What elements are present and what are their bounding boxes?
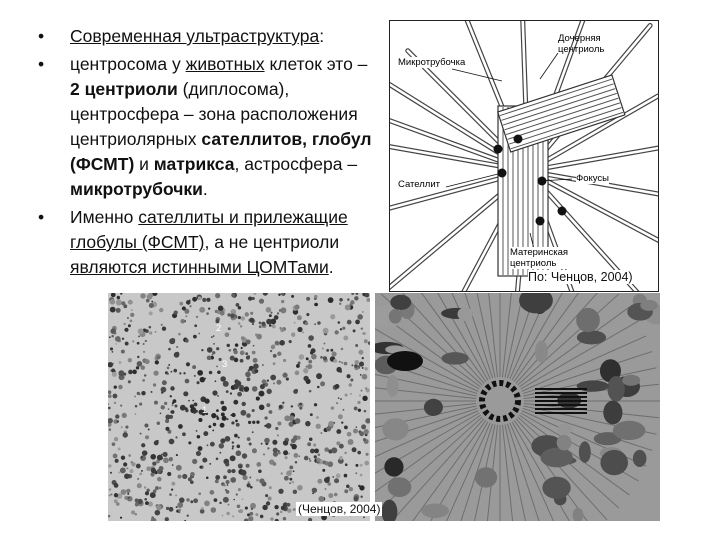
- bullet-text: Современная ультраструктура:: [70, 26, 325, 46]
- bullet-item: [38, 24, 378, 49]
- micrograph-mark: 2: [216, 323, 222, 334]
- diagram-caption: По: Ченцов, 2004): [528, 270, 633, 284]
- label-foci: Фокусы: [576, 173, 609, 184]
- bullet-item: [38, 205, 378, 280]
- micrograph-right: [375, 293, 660, 521]
- centrosome-diagram: [389, 20, 659, 292]
- bullet-marker: •: [38, 26, 45, 46]
- bullet-list: [38, 24, 378, 283]
- micrograph-left-texture: [108, 293, 370, 521]
- bullet-text: Именно сателлиты и прилежащие глобулы (ФСМТ), а не центриоли являются истинными ЦОМТами.: [70, 207, 348, 277]
- label-satellite: Сателлит: [398, 179, 440, 190]
- bullet-marker: •: [38, 207, 45, 227]
- label-mother-centriole: Материнская центриоль: [510, 247, 590, 269]
- label-microtubule: Микротрубочка: [398, 57, 478, 68]
- bullet-text: центросома у животных клеток это – 2 центриоли (диплосома), центросфера – зона расположения центриолярных сателлитов, глобул (ФСМТ) и матрикса, астросфера – микротрубочки.: [70, 54, 372, 199]
- label-daughter-centriole: Дочерняя центриоль: [558, 33, 605, 55]
- micrograph-mark: 1: [202, 405, 208, 416]
- micrograph-mark: 3: [222, 359, 228, 370]
- micrograph-caption: (Ченцов, 2004): [298, 502, 381, 516]
- micrograph-right-texture: [375, 293, 660, 521]
- micrograph-left: [108, 293, 370, 521]
- bullet-item: [38, 52, 378, 202]
- bullet-marker: •: [38, 54, 45, 74]
